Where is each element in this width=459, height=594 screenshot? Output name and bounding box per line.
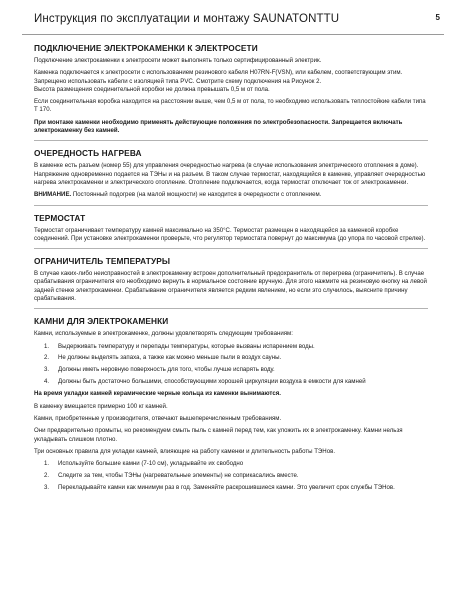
stones-capacity: В каменку вмещается примерно 100 кг камней. (34, 402, 168, 410)
thermostat-paragraph: Термостат ограничивает температуру камней максимально на 350°С. Термостат размещен в находящейся за каменкой коробке соединений. При установке электрокаменки проверьте, что регулятор термостата повернут до максимума (до упора по часовой стрелке). (34, 226, 426, 242)
list-item (34, 343, 428, 351)
stones-supplied-note: Камни, приобретенные у производителя, отвечают вышеперечисленным требованиям. (34, 414, 282, 422)
thermostat-heading: ТЕРМОСТАТ (34, 212, 86, 223)
electrical-safety-warning: При монтаже каменки необходимо применять действующие положения по электробезопасности. Запрещается включать электрокаменку без камней. (34, 118, 403, 135)
list-item (34, 378, 428, 386)
document-title: Инструкция по эксплуатации и монтажу SAUNATONTTU (34, 13, 340, 25)
list-item-number: 2. (44, 471, 50, 479)
list-item-text: Следите за тем, чтобы ТЭНы (нагревательные элементы) не соприкасались вместе. (58, 471, 299, 479)
list-item-text: Должны быть достаточно большими, способствующими хорошей циркуляции воздуха в емкости для камней (58, 378, 366, 386)
section-divider (34, 140, 428, 141)
list-item-number: 4. (44, 378, 50, 386)
header-divider (22, 34, 444, 35)
list-item (34, 472, 428, 480)
stones-wash-note: Они предварительно промыты, но рекомендуем смыть пыль с камней перед тем, как уложить их в электрокаменку. Камни нельзя укладывать слишком плотно. (34, 427, 403, 443)
electrical-paragraph-3: Высота размещения соединительной коробки не должна превышать 0,5 м от пола. (34, 85, 270, 93)
electrical-connection-heading: ПОДКЛЮЧЕНИЕ ЭЛЕКТРОКАМЕНКИ К ЭЛЕКТРОСЕТИ (34, 43, 258, 53)
section-divider (34, 308, 428, 309)
list-item-number: 3. (44, 483, 50, 491)
stacking-rules-list (34, 460, 428, 492)
list-item-text: Перекладывайте камни как минимум раз в год. Заменяйте раскрошившиеся камни. Это увеличит срок службы ТЭНов. (58, 483, 395, 491)
electrical-paragraph-2: Каменка подключается к электросети с использованием резинового кабеля H07RN-F(VSN), или кабелем, соответствующим этим. Запрещено использовать кабели с изоляцией типа PVC. Смотрите схему подключения на Рисунок 2. (34, 69, 403, 85)
heating-priority-heading: ОЧЕРЕДНОСТЬ НАГРЕВА (34, 148, 142, 159)
page-number: 5 (435, 13, 440, 22)
heating-priority-paragraph: В каменке есть разъем (номер 55) для управления очередностью нагрева (в случае использования электрического отопления в доме). Напряжение одновременно подается на ТЭНы и на разъем. В таком случае термостат, находящийся в каменке, управляет очередностью нагрева электрокаменки и электрического отопление. Отопление подключается, когда термостат отключает ток от электрокаменки. (34, 162, 426, 186)
ceramic-rings-note: На время укладки камней керамические черные кольца из каменки вынимаются. (34, 390, 281, 398)
stacking-rules-intro: Три основных правила для укладки камней, влияющие на работу каменки и длительность работы ТЭНов. (34, 447, 336, 455)
temperature-limiter-heading: ОГРАНИЧИТЕЛЬ ТЕМПЕРАТУРЫ (34, 256, 171, 267)
note-text: Постоянный подогрев (на малой мощности) не находится в очередности с отоплением. (71, 191, 322, 199)
list-item-number: 3. (44, 366, 50, 374)
list-item-text: Не должны выделять запаха, а также как можно меньше пыли в воздух сауны. (58, 354, 282, 362)
electrical-paragraph-1: Подключение электрокаменки к электросети может выполнять только сертифицированный электрик. (34, 57, 322, 64)
list-item-text: Выдерживать температуру и перепады температуры, которые вызваны испарением воды. (58, 342, 315, 350)
section-divider (34, 248, 428, 249)
stones-intro: Камни, используемые в электрокаменке, должны удовлетворять следующим требованиям: (34, 330, 293, 338)
list-item-number: 1. (44, 460, 50, 468)
list-item-text: Должны иметь неровную поверхность для того, чтобы лучше испарять воду. (58, 366, 275, 374)
page-header (34, 0, 440, 36)
stone-requirements-list (34, 343, 428, 387)
temperature-limiter-paragraph: В случае каких-либо неисправностей в электрокаменку встроен дополнительный предохранитель от перегрева (ограничитель). В случае срабатывания ограничителя его необходимо вернуть в нормальное состояние вручную. Для этого нажмите на резиновую кнопку на левой задней стенке электрокаменки. Срабатывание ограничителя является редким явлением, но если это случилось, выясните причину срабатывания. (34, 270, 427, 303)
list-item (34, 460, 428, 468)
list-item (34, 354, 428, 362)
list-item-number: 1. (44, 342, 50, 350)
list-item (34, 484, 428, 492)
list-item-text: Используйте большие камни (7-10 см), укладывайте их свободно (58, 460, 244, 468)
heating-priority-note (34, 191, 428, 199)
electrical-paragraph-4: Если соединительная коробка находится на расстоянии выше, чем 0,5 м от пола, то необходимо использовать теплостойкие кабели типа Т 170. (34, 98, 426, 114)
stones-heading: КАМНИ ДЛЯ ЭЛЕКТРОКАМЕНКИ (34, 316, 169, 327)
section-divider (34, 205, 428, 206)
list-item-number: 2. (44, 354, 50, 362)
list-item (34, 366, 428, 374)
note-label: ВНИМАНИЕ. (34, 191, 72, 199)
